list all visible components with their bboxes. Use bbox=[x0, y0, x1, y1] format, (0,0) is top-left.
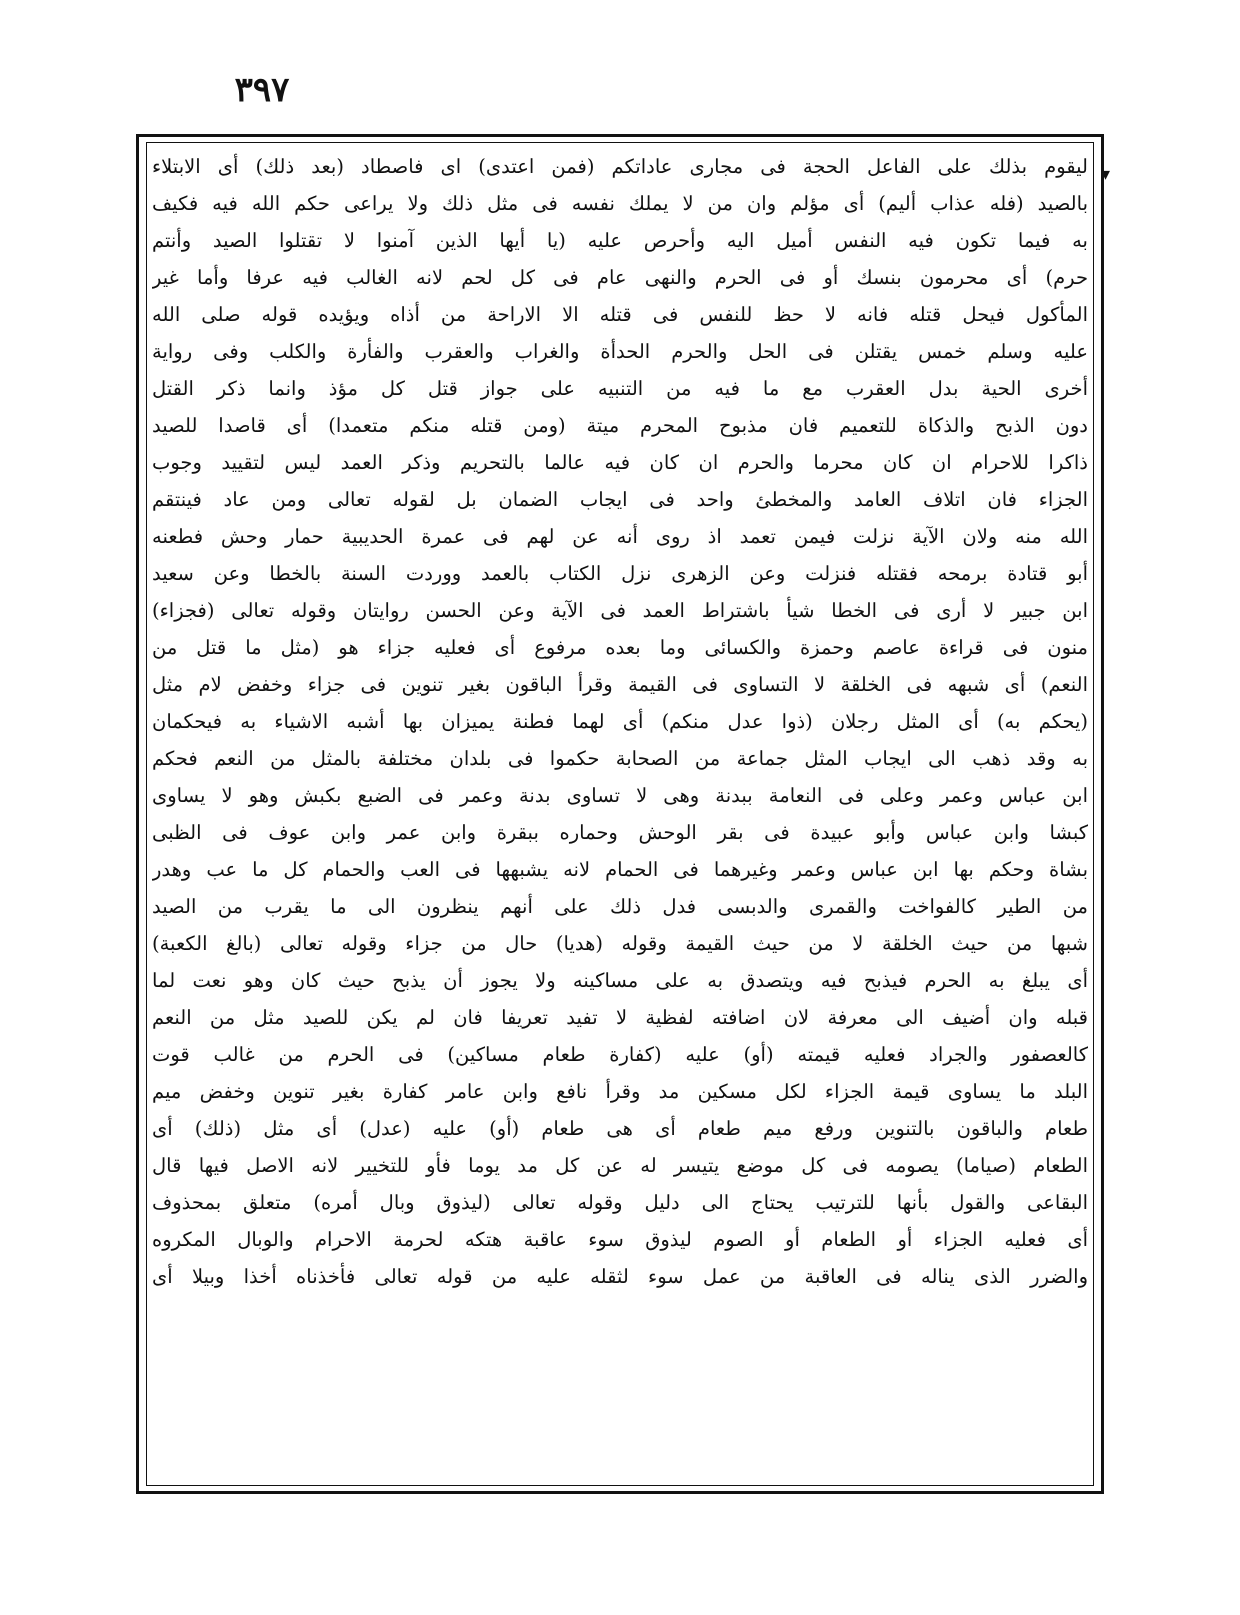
text-line: قبله وان أضيف الى معرفة لان اضافته لفظية لا تفيد تعريفا فان لم يكن للصيد مثل من النعم bbox=[152, 1006, 1088, 1029]
text-line: الجزاء فان اتلاف العامد والمخطئ واحد فى ايجاب الضمان بل لقوله تعالى ومن عاد فينتقم bbox=[152, 488, 1088, 511]
text-line: أخرى الحية بدل العقرب مع ما فيه من التنبيه على جواز قتل كل مؤذ وانما ذكر القتل bbox=[152, 377, 1088, 400]
text-line: ذاكرا للاحرام ان كان محرما والحرم ان كان فيه عالما بالتحريم وذكر العمد ليس لتقييد وجوب bbox=[152, 451, 1088, 474]
text-line: من الطير كالفواخت والقمرى والدبسى فدل ذلك على أنهم ينظرون الى ما يقرب من الصيد bbox=[152, 895, 1088, 918]
text-line: ابن عباس وعمر وعلى فى النعامة ببدنة وهى لا تساوى بدنة وعمر فى الضبع بكبش وهو لا يساوى bbox=[152, 784, 1088, 807]
text-line: ليقوم بذلك على الفاعل الحجة فى مجارى عاداتكم (فمن اعتدى) اى فاصطاد (بعد ذلك) أى الابتلاء bbox=[152, 155, 1088, 178]
text-line: منون فى قراءة عاصم وحمزة والكسائى وما بعده مرفوع أى فعليه جزاء هو (مثل ما قتل من bbox=[152, 636, 1088, 659]
text-line: به فيما تكون فيه النفس أميل اليه وأحرص عليه (يا أيها الذين آمنوا لا تقتلوا الصيد وأنتم bbox=[152, 229, 1088, 252]
margin-mark: ▾ bbox=[1101, 164, 1111, 185]
text-line: أبو قتادة برمحه فقتله فنزلت وعن الزهرى نزل الكتاب بالعمد ووردت السنة بالخطا وعن سعيد bbox=[152, 562, 1088, 585]
page-number: ٣٩٧ bbox=[234, 70, 290, 110]
text-line: به وقد ذهب الى ايجاب المثل جماعة من الصحابة حكموا فى بلدان مختلفة بالمثل من النعم فحكم bbox=[152, 747, 1088, 770]
text-line: الطعام (صياما) يصومه فى كل موضع يتيسر له عن كل مد يوما فأو للتخيير لانه الاصل فيها قال bbox=[152, 1154, 1088, 1177]
text-line: كالعصفور والجراد فعليه قيمته (أو) عليه (كفارة طعام مساكين) فى الحرم من غالب قوت bbox=[152, 1043, 1088, 1066]
text-line: دون الذبح والذكاة للتعميم فان مذبوح المحرم ميتة (ومن قتله منكم متعمدا) أى قاصدا للصيد bbox=[152, 414, 1088, 437]
text-line: والضرر الذى يناله فى العاقبة من عمل سوء لثقله عليه من قوله تعالى فأخذناه أخذا وبيلا أى bbox=[152, 1265, 1088, 1288]
text-line: الله منه ولان الآية نزلت فيمن تعمد اذ روى أنه عن لهم فى عمرة الحديبية حمار وحش فطعنه bbox=[152, 525, 1088, 548]
text-line: عليه وسلم خمس يقتلن فى الحل والحرم الحدأة والغراب والعقرب والفأرة والكلب وفى رواية bbox=[152, 340, 1088, 363]
text-block bbox=[152, 148, 1088, 1480]
text-line: حرم) أى محرمون بنسك أو فى الحرم والنهى عام فى كل لحم لانه الغالب فيه عرفا وأما غير bbox=[152, 266, 1088, 289]
text-line: البقاعى والقول بأنها للترتيب يحتاج الى دليل وقوله تعالى (ليذوق وبال أمره) متعلق بمحذوف bbox=[152, 1191, 1088, 1214]
text-line: (يحكم به) أى المثل رجلان (ذوا عدل منكم) أى لهما فطنة يميزان بها أشبه الاشياء به فيحكمان bbox=[152, 710, 1088, 733]
text-line: طعام والباقون بالتنوين ورفع ميم طعام أى هى طعام (أو) عليه (عدل) أى مثل (ذلك) أى bbox=[152, 1117, 1088, 1140]
text-line: بشاة وحكم بها ابن عباس وعمر وغيرهما فى الحمام لانه يشبهها فى العب والحمام كل ما عب وهدر bbox=[152, 858, 1088, 881]
text-line: ابن جبير لا أرى فى الخطا شيأ باشتراط العمد فى الآية وعن الحسن روايتان وقوله تعالى (فجزاء) bbox=[152, 599, 1088, 622]
text-line: أى يبلغ به الحرم فيذبح فيه ويتصدق به على مساكينه ولا يجوز أن يذبح حيث كان وهو نعت لما bbox=[152, 969, 1088, 992]
text-line: أى فعليه الجزاء أو الطعام أو الصوم ليذوق سوء عاقبة هتكه لحرمة الاحرام والوبال المكروه bbox=[152, 1228, 1088, 1251]
text-line: البلد ما يساوى قيمة الجزاء لكل مسكين مد وقرأ نافع وابن عامر كفارة بغير تنوين وخفض ميم bbox=[152, 1080, 1088, 1103]
text-line: بالصيد (فله عذاب أليم) أى مؤلم وان من لا يملك نفسه فى مثل ذلك ولا يراعى حكم الله فيه فكيف bbox=[152, 192, 1088, 215]
text-line: شبها من حيث الخلقة لا من حيث القيمة وقوله (هديا) حال من جزاء وقوله تعالى (بالغ الكعبة) bbox=[152, 932, 1088, 955]
text-line: النعم) أى شبهه فى الخلقة لا التساوى فى القيمة وقرأ الباقون بغير تنوين فى جزاء وخفض لام مثل bbox=[152, 673, 1088, 696]
text-line: المأكول فيحل قتله فانه لا حظ للنفس فى قتله الا الاراحة من أذاه ويؤيده قوله صلى الله bbox=[152, 303, 1088, 326]
text-line: كبشا وابن عباس وأبو عبيدة فى بقر الوحش وحماره ببقرة وابن عمر وابن عوف فى الظبى bbox=[152, 821, 1088, 844]
